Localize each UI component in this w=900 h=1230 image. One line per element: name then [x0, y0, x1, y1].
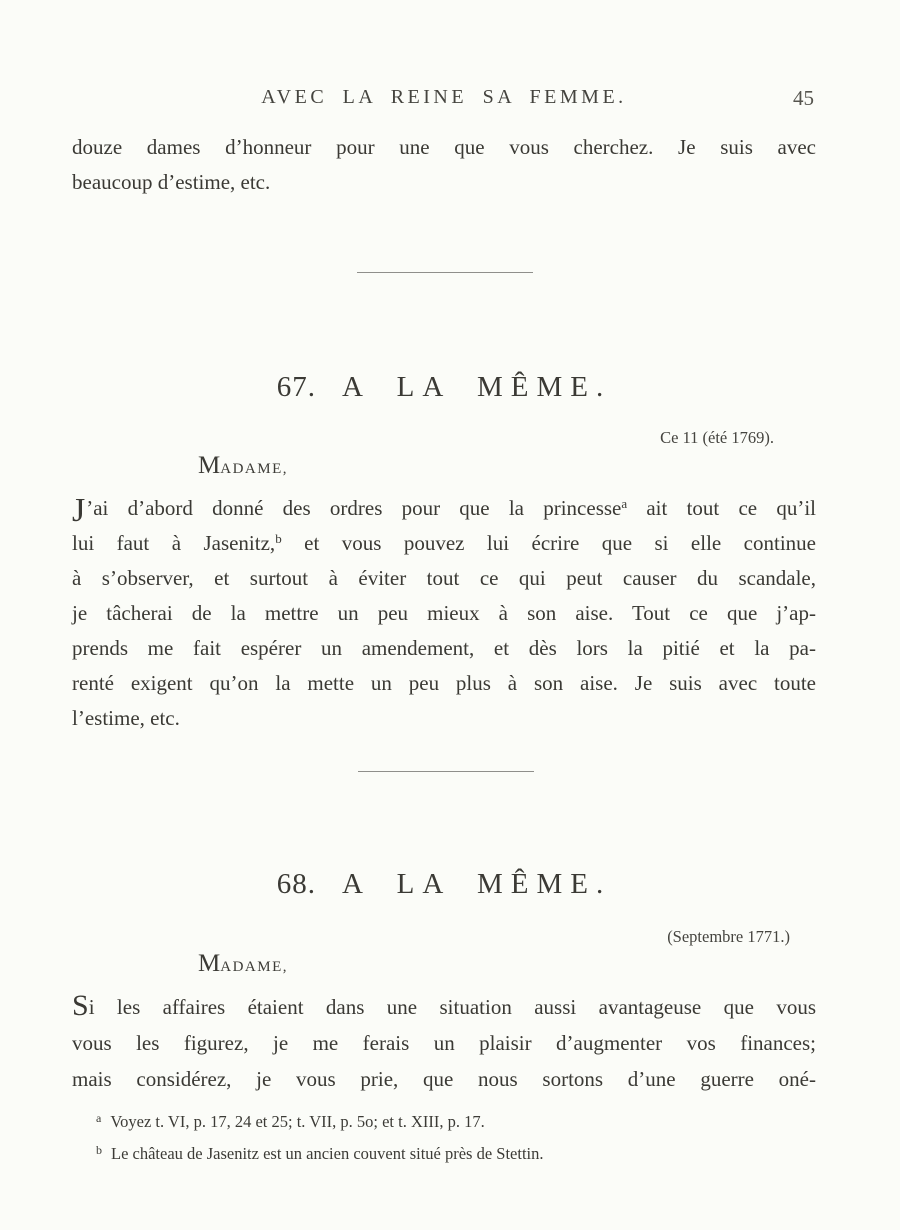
running-header-title: AVEC LA REINE SA FEMME.	[261, 86, 627, 108]
running-header	[72, 86, 816, 116]
letter-68-salutation	[72, 950, 816, 978]
salutation-initial: M	[198, 452, 221, 479]
paragraph-line: beaucoup d’estime, etc.	[72, 170, 271, 194]
salutation-text: ADAME,	[220, 959, 288, 975]
body-text: ait tout ce qu’il	[627, 496, 816, 520]
footnote-marker-a: a	[96, 1111, 102, 1125]
body-text: ’ai d’abord donné des ordres pour que la princesse	[86, 496, 622, 520]
section-divider	[358, 771, 534, 772]
body-line	[72, 526, 816, 561]
body-line: prends me fait espérer un amendement, et dès lors la pitié et la pa-	[72, 636, 816, 660]
letter-67-heading	[72, 371, 816, 404]
drop-initial: S	[72, 989, 89, 1022]
body-text: lui faut à Jasenitz,	[72, 531, 276, 555]
letter-title: A LA MÊME.	[342, 868, 612, 900]
letter-67-salutation	[72, 452, 816, 480]
letter-67-dateline: Ce 11 (été 1769).	[660, 428, 774, 447]
letter-68-body	[72, 989, 816, 1097]
body-line: à s’observer, et surtout à éviter tout ce qui peut causer du scandale,	[72, 566, 816, 590]
letter-68-heading	[72, 868, 816, 901]
body-line: je tâcherai de la mettre un peu mieux à son aise. Tout ce que j’ap-	[72, 601, 816, 625]
footnote-reference-a: a	[621, 496, 628, 511]
paragraph-line: douze dames d’honneur pour une que vous cherchez. Je suis avec	[72, 135, 816, 159]
letter-67-body	[72, 491, 816, 736]
body-line: l’estime, etc.	[72, 706, 180, 730]
footnote-reference-b: b	[275, 531, 282, 546]
salutation-text: ADAME,	[220, 461, 288, 477]
letter-68-dateline: (Septembre 1771.)	[667, 927, 790, 946]
footnote-text-a: Voyez t. VI, p. 17, 24 et 25; t. VII, p. 5o; et t. XIII, p. 17.	[110, 1112, 485, 1131]
footnote-marker-b: b	[96, 1143, 102, 1157]
page-number: 45	[793, 86, 814, 110]
section-divider	[357, 272, 533, 273]
salutation-initial: M	[198, 950, 221, 977]
letter-title: A LA MÊME.	[342, 371, 612, 403]
footnote-b	[72, 1136, 816, 1168]
drop-initial: J	[72, 492, 87, 529]
letter-number: 67.	[276, 371, 317, 403]
footnotes	[72, 1104, 816, 1168]
body-text: i les affaires étaient dans une situation aussi avantageuse que vous	[88, 995, 816, 1019]
body-text: et vous pouvez lui écrire que si elle continue	[281, 531, 816, 555]
footnote-a	[72, 1104, 816, 1136]
letter-number: 68.	[276, 868, 317, 900]
footnote-text-b: Le château de Jasenitz est un ancien couvent situé près de Stettin.	[111, 1144, 544, 1163]
body-line: mais considérez, je vous prie, que nous sortons d’une guerre oné-	[72, 1067, 816, 1091]
body-line: vous les figurez, je me ferais un plaisir d’augmenter vos finances;	[72, 1031, 816, 1055]
intro-paragraph	[72, 130, 816, 200]
body-line	[72, 491, 816, 529]
body-line	[72, 989, 816, 1025]
body-line: renté exigent qu’on la mette un peu plus à son aise. Je suis avec toute	[72, 671, 816, 695]
